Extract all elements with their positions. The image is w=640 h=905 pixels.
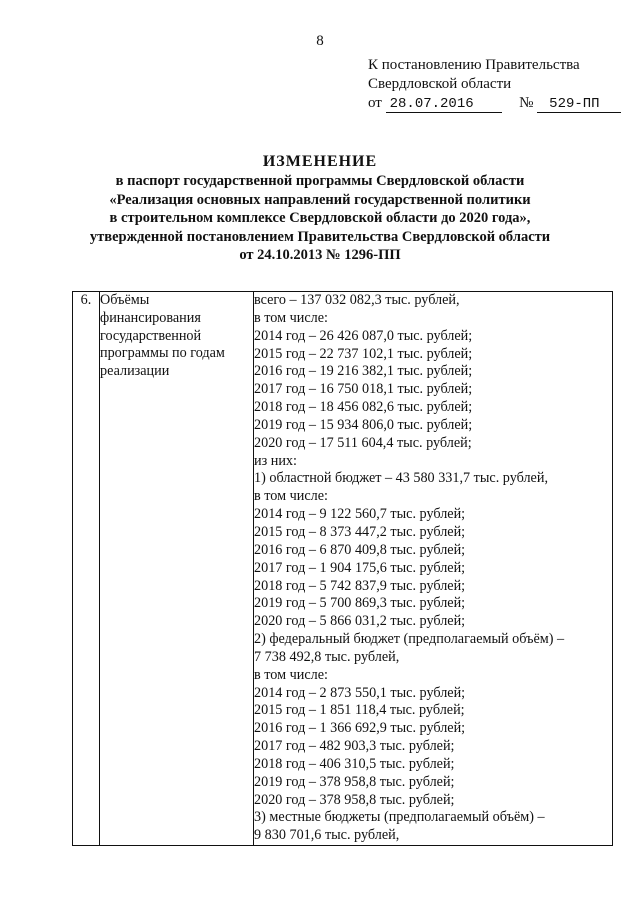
value-line: 2017 год – 482 903,3 тыс. рублей; xyxy=(254,738,455,755)
number-underline xyxy=(537,96,621,113)
value-line: в том числе: xyxy=(254,666,328,683)
value-line: 2014 год – 26 426 087,0 тыс. рублей; xyxy=(254,327,473,344)
financing-table xyxy=(72,291,613,846)
document-subtitle xyxy=(60,172,580,265)
value-line: из них: xyxy=(254,452,297,469)
value-line: 2015 год – 22 737 102,1 тыс. рублей; xyxy=(254,345,473,362)
value-line: 2018 год – 18 456 082,6 тыс. рублей; xyxy=(254,399,473,416)
row-value-cell xyxy=(254,292,613,846)
resolution-number: 529-ПП xyxy=(549,96,600,112)
value-line: 2016 год – 19 216 382,1 тыс. рублей; xyxy=(254,363,473,380)
reference-line-2: Свердловской области xyxy=(368,76,512,92)
value-line: 7 738 492,8 тыс. рублей, xyxy=(254,648,400,665)
value-line: 2019 год – 5 700 869,3 тыс. рублей; xyxy=(254,595,466,612)
row-name-cell xyxy=(100,292,254,846)
value-line: 2020 год – 17 511 604,4 тыс. рублей; xyxy=(254,434,472,451)
value-line: 2017 год – 16 750 018,1 тыс. рублей; xyxy=(254,381,473,398)
value-line: 2020 год – 378 958,8 тыс. рублей; xyxy=(254,791,455,808)
value-line: 2018 год – 406 310,5 тыс. рублей; xyxy=(254,755,455,772)
date-underline xyxy=(386,96,502,113)
value-line: 2016 год – 6 870 409,8 тыс. рублей; xyxy=(254,541,466,558)
value-line: 2018 год – 5 742 837,9 тыс. рублей; xyxy=(254,577,466,594)
value-line: в том числе: xyxy=(254,488,328,505)
subtitle-line: «Реализация основных направлений государственной политики xyxy=(109,191,531,208)
row-name-line: финансирования xyxy=(100,309,201,326)
value-line: 2015 год – 8 373 447,2 тыс. рублей; xyxy=(254,523,466,540)
resolution-reference xyxy=(368,56,618,113)
row-name-line: программы по годам xyxy=(100,345,225,362)
row-name-line: государственной xyxy=(100,327,202,344)
page-number: 8 xyxy=(316,33,324,49)
reference-line-1: К постановлению Правительства xyxy=(368,57,580,73)
value-line: 9 830 701,6 тыс. рублей, xyxy=(254,827,400,844)
resolution-date: 28.07.2016 xyxy=(389,96,474,112)
value-line: 2015 год – 1 851 118,4 тыс. рублей; xyxy=(254,702,465,719)
row-name-line: Объёмы xyxy=(100,292,150,308)
value-line: 2020 год – 5 866 031,2 тыс. рублей; xyxy=(254,613,466,630)
value-line: 2019 год – 378 958,8 тыс. рублей; xyxy=(254,773,455,790)
row-number-cell: 6. xyxy=(73,292,100,846)
value-line: в том числе: xyxy=(254,309,328,326)
subtitle-line: утвержденной постановлением Правительства Свердловской области xyxy=(89,228,551,245)
subtitle-line: в паспорт государственной программы Свердловской области xyxy=(115,173,525,189)
value-line: всего – 137 032 082,3 тыс. рублей, xyxy=(254,292,460,308)
document-title: ИЗМЕНЕНИЕ xyxy=(262,153,378,170)
value-line: 2014 год – 2 873 550,1 тыс. рублей; xyxy=(254,684,466,701)
reference-date-line xyxy=(368,94,618,113)
row-name-line: реализации xyxy=(100,363,170,380)
date-prefix: от xyxy=(368,95,382,111)
subtitle-line: в строительном комплексе Свердловской области до 2020 года», xyxy=(109,210,531,227)
table-row xyxy=(73,292,613,846)
value-line: 1) областной бюджет – 43 580 331,7 тыс. рублей, xyxy=(254,470,548,487)
value-line: 2016 год – 1 366 692,9 тыс. рублей; xyxy=(254,720,466,737)
value-line: 2014 год – 9 122 560,7 тыс. рублей; xyxy=(254,506,466,523)
value-line: 2) федеральный бюджет (предполагаемый объём) – xyxy=(254,631,565,648)
value-line: 2019 год – 15 934 806,0 тыс. рублей; xyxy=(254,416,473,433)
value-line: 3) местные бюджеты (предполагаемый объём) – xyxy=(254,809,545,826)
value-line: 2017 год – 1 904 175,6 тыс. рублей; xyxy=(254,559,466,576)
subtitle-line: от 24.10.2013 № 1296-ПП xyxy=(239,247,401,264)
number-prefix: № xyxy=(519,95,534,111)
